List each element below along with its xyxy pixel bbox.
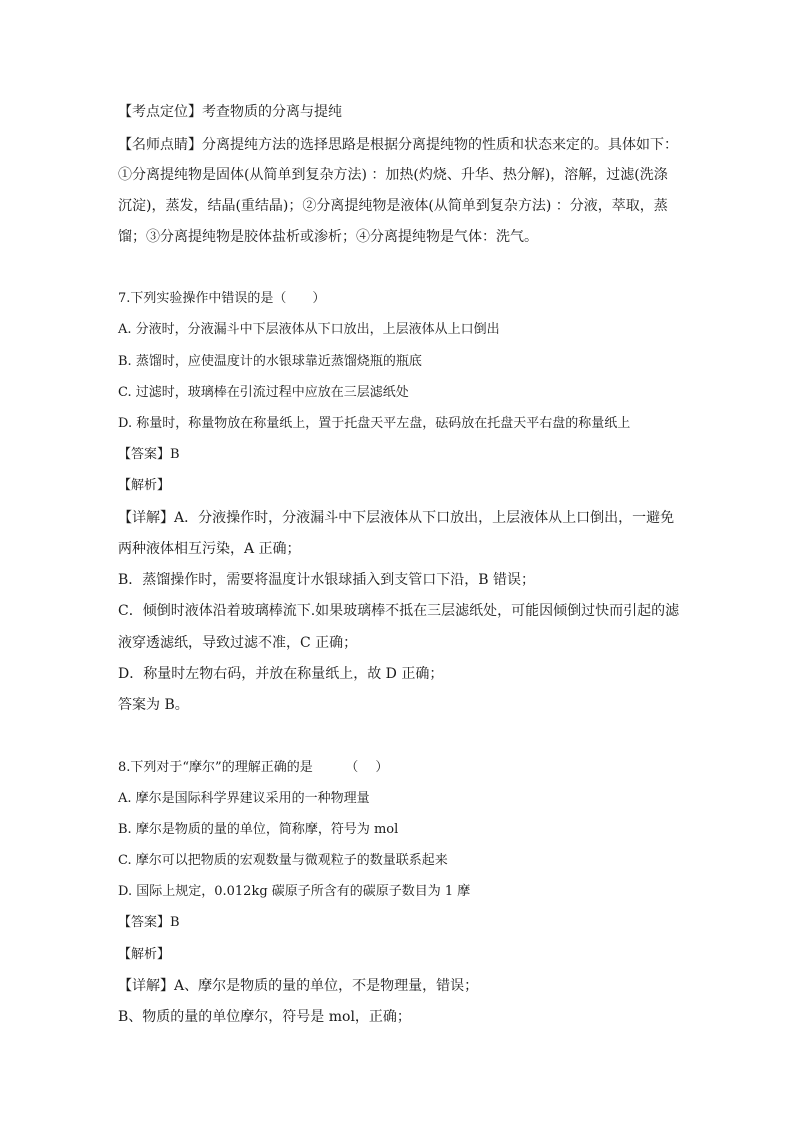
q7-detail-7: 答案为 B。 [118, 697, 189, 713]
q7-answer: 【答案】B [118, 447, 180, 462]
q7-detail-6: D．称量时左物右码，并放在称量纸上，故 D 正确； [118, 666, 444, 682]
q8-answer: 【答案】B [118, 915, 180, 930]
q8-option-a: A. 摩尔是国际科学界建议采用的一种物理量 [118, 791, 370, 806]
q7-detail-4: C．倾倒时液体沿着玻璃棒流下.如果玻璃棒不抵在三层滤纸处，可能因倾倒过快而引起的滤 [118, 603, 680, 619]
q7-option-d: D. 称量时，称量物放在称量纸上，置于托盘天平左盘，砝码放在托盘天平右盘的称量纸上 [118, 416, 631, 431]
q7-option-b: B. 蒸馏时，应使温度计的水银球靠近蒸馏烧瓶的瓶底 [118, 354, 422, 369]
kaodian-line: 【考点定位】考查物质的分离与提纯 [118, 104, 342, 120]
q7-option-c: C. 过滤时，玻璃棒在引流过程中应放在三层滤纸处 [118, 385, 409, 400]
q7-jiexi: 【解析】 [118, 478, 171, 493]
q7-detail-3: B．蒸馏操作时，需要将温度计水银球插入到支管口下沿，B 错误； [118, 572, 536, 588]
q8-detail-2: B、物质的量的单位摩尔，符号是 mol，正确； [118, 1009, 411, 1025]
q7-detail-2: 两种液体相互污染，A 正确； [118, 541, 301, 557]
q7-detail-1: 【详解】A．分液操作时，分液漏斗中下层液体从下口放出，上层液体从上口倒出，一避免 [118, 510, 675, 526]
mingshi-line-3: 沉淀)，蒸发，结晶(重结晶)；②分离提纯物是液体(从简单到复杂方法) ：分液，萃取，蒸 [118, 198, 668, 214]
q7-option-a: A. 分液时，分液漏斗中下层液体从下口放出，上层液体从上口倒出 [118, 322, 500, 337]
mingshi-line-2: ①分离提纯物是固体(从简单到复杂方法) ：加热(灼烧、升华、热分解)，溶解，过滤(洗涤 [118, 167, 668, 183]
q7-stem: 7.下列实验操作中错误的是（ ） [118, 291, 326, 306]
q7-detail-5: 液穿透滤纸，导致过滤不准，C 正确； [118, 635, 358, 651]
q8-stem: 8.下列对于“摩尔”的理解正确的是 （ ） [118, 760, 389, 775]
q8-jiexi: 【解析】 [118, 947, 171, 962]
mingshi-line-4: 馏；③分离提纯物是胶体盐析或渗析；④分离提纯物是气体：洗气。 [118, 229, 538, 245]
q8-option-c: C. 摩尔可以把物质的宏观数量与微观粒子的数量联系起来 [118, 853, 448, 868]
q8-option-d: D. 国际上规定，0.012kg 碳原子所含有的碳原子数目为 1 摩 [118, 884, 471, 899]
q8-detail-1: 【详解】A、摩尔是物质的量的单位，不是物理量，错误； [118, 978, 479, 994]
q8-option-b: B. 摩尔是物质的量的单位，简称摩，符号为 mol [118, 822, 399, 837]
mingshi-line-1: 【名师点睛】分离提纯方法的选择思路是根据分离提纯物的性质和状态来定的。具体如下： [118, 137, 678, 153]
